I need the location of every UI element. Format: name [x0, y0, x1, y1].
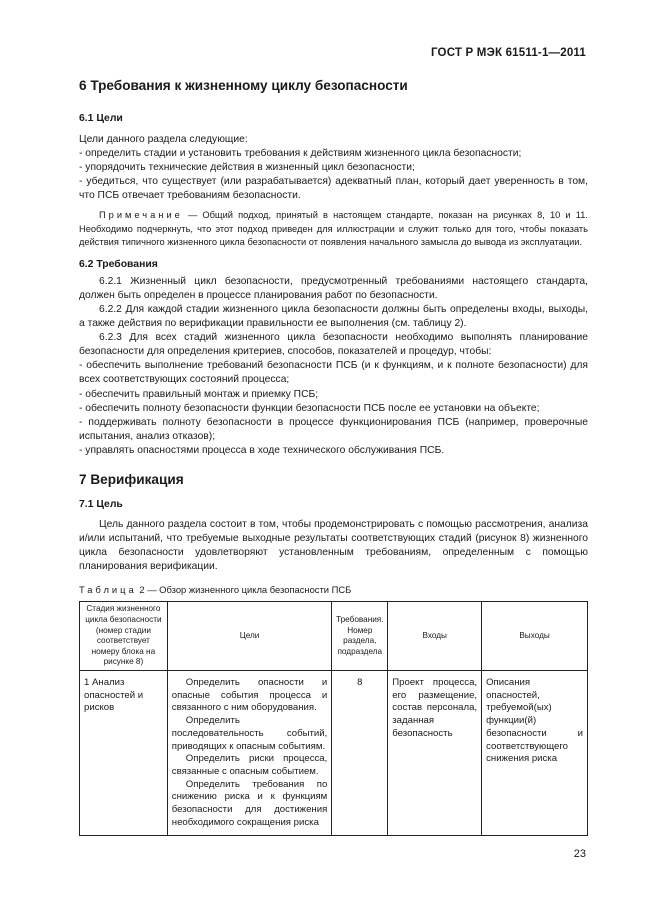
s62-para-1: 6.2.1 Жизненный цикл безопасности, предусмотренный требованиями настоящего стандарта, должен быть определен в процессе планирования работ по безопасности. — [79, 275, 588, 301]
s62-bullet-4: - поддерживать полноту безопасности в процессе функционирования ПСБ (например, проверочные испытания, анализ отказов); — [79, 416, 588, 442]
note-label: Примечание — [99, 210, 183, 221]
s62-bullet-5: - управлять опасностями процесса в ходе технического обслуживания ПСБ. — [79, 444, 445, 456]
cell-requirements: 8 — [332, 671, 388, 836]
goal-3: Определить риски процесса, связанные с опасным событием. — [171, 753, 328, 777]
header-requirements: Требования. Номер раздела, подраздела — [332, 602, 388, 671]
table-header-row — [80, 602, 588, 671]
page-content — [79, 78, 588, 836]
cell-stage: 1 Анализ опасностей и рисков — [80, 671, 168, 836]
standard-code: ГОСТ Р МЭК 61511-1—2011 — [430, 47, 586, 59]
header-goals: Цели — [167, 602, 332, 671]
table-caption-label: Таблица — [79, 584, 137, 596]
section-6-1-title: 6.1 Цели — [79, 113, 123, 124]
table-row — [80, 671, 588, 836]
s62-bullet-2: - обеспечить правильный монтаж и приемку ПСБ; — [79, 388, 319, 400]
s61-item-3: - убедиться, что существует (или разрабатывается) адекватный план, который дает уверенность в том, что ПСБ отвечает требованиям безопасности. — [79, 176, 588, 202]
header-stage: Стадия жизненного цикла безопасности (номер стадии соответствует номеру блока на рисунке 8) — [80, 602, 168, 671]
s62-bullet-3: - обеспечить полноту безопасности функции безопасности ПСБ после ее установки на объекте; — [79, 402, 540, 414]
cell-goals — [167, 671, 332, 836]
table-caption — [79, 583, 588, 597]
section-7-title: 7 Верификация — [79, 471, 184, 487]
header-outputs: Выходы — [482, 602, 588, 671]
goal-2: Определить последовательность событий, приводящих к опасным событиям. — [171, 715, 328, 752]
lifecycle-table — [79, 601, 588, 836]
s61-item-2: - упорядочить технические действия в жизненный цикл безопасности; — [79, 162, 415, 174]
section-6-title: 6 Требования к жизненному циклу безопасности — [79, 78, 408, 93]
s61-item-1: - определить стадии и установить требования к действиям жизненного цикла безопасности; — [79, 148, 522, 160]
table-caption-text: 2 — Обзор жизненного цикла безопасности ПСБ — [136, 584, 352, 596]
note-text: — Общий подход, принятый в настоящем стандарте, показан на рисунках 8, 10 и 11. Необходимо подчеркнуть, что этот подход приведен для иллюстрации и служит только для того, чтобы показать действия типичного жизненного цикла безопасности от появления начального замысла до вывода из эксплуатации. — [79, 210, 588, 247]
cell-outputs: Описания опасностей, требуемой(ых) функции(й) безопасности и соответствующего снижения риска — [482, 671, 588, 836]
page-number: 23 — [573, 848, 586, 860]
s62-bullet-1: - обеспечить выполнение требований безопасности ПСБ (и к функциям, и к полноте безопасности) для всех соответствующих состояний процесса; — [79, 360, 588, 386]
s62-para-3: 6.2.3 Для всех стадий жизненного цикла безопасности необходимо выполнять планирование безопасности для определения критериев, способов, показателей и процедур, чтобы: — [79, 332, 588, 358]
s62-para-2: 6.2.2 Для каждой стадии жизненного цикла безопасности должны быть определены входы, выходы, а также действия по верификации правильности ее выполнения (см. таблицу 2). — [79, 303, 588, 330]
goal-1: Определить опасности и опасные события процесса и связанного с ним оборудования. — [171, 677, 328, 714]
goal-4: Определить требования по снижению риска и к функциям безопасности для достижения необходимого сокращения риска — [171, 778, 328, 828]
note-paragraph — [79, 209, 588, 248]
s61-intro: Цели данного раздела следующие: — [79, 134, 248, 145]
section-6-2-title: 6.2 Требования — [79, 258, 158, 270]
header-inputs: Входы — [388, 602, 482, 671]
s71-text: Цель данного раздела состоит в том, чтобы продемонстрировать с помощью рассмотрения, анализа и/или испытаний, что требуемые выходные результаты соответствующих стадий (рисунок 8) жизненного цикла безопасности удовлетворяют установленным требованиям, определенным с помощью планирования верификации. — [79, 518, 588, 573]
section-7-1-title: 7.1 Цель — [79, 498, 123, 510]
cell-inputs: Проект процесса, его размещение, состав персонала, заданная безопасность — [388, 671, 482, 836]
